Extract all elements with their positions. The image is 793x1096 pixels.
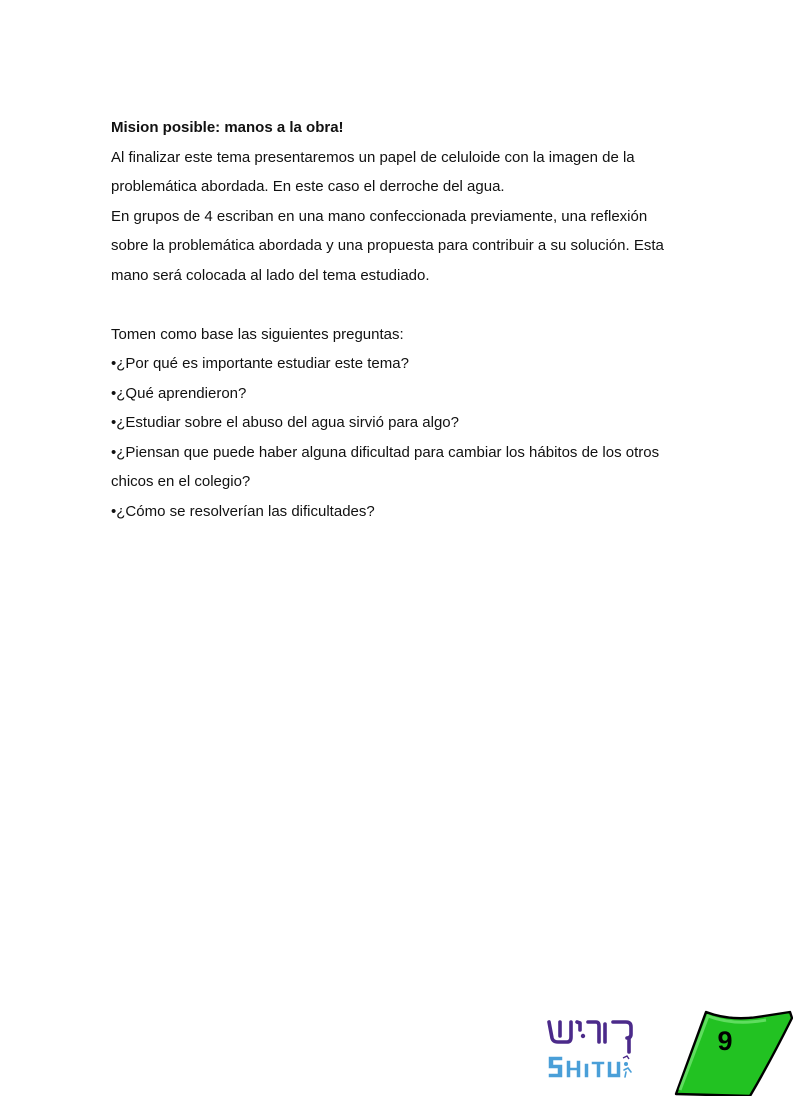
- question-text: ¿Piensan que puede haber alguna dificultad para cambiar los hábitos de los otros: [116, 443, 660, 461]
- document-heading: Mision posible: manos a la obra!: [111, 119, 344, 136]
- bullet: •: [111, 443, 117, 461]
- document-body: [111, 113, 711, 526]
- intro-line: mano será colocada al lado del tema estudiado.: [111, 266, 430, 284]
- intro-paragraph: [111, 143, 711, 291]
- question-text: ¿Qué aprendieron?: [116, 384, 247, 402]
- list-item: [111, 408, 711, 438]
- questions-list: [111, 349, 711, 526]
- question-continuation: chicos en el colegio?: [111, 473, 251, 490]
- list-item: [111, 438, 711, 497]
- bullet: •: [111, 355, 117, 372]
- bullet: •: [111, 502, 117, 520]
- bullet: •: [111, 384, 117, 402]
- paragraph-spacer: [111, 290, 711, 320]
- intro-line: Al finalizar este tema presentaremos un papel de celuloide con la imagen de la: [111, 148, 635, 166]
- intro-line: problemática abordada. En este caso el derroche del agua.: [111, 178, 505, 195]
- list-item: [111, 379, 711, 409]
- question-text: ¿Cómo se resolverían las dificultades?: [116, 502, 375, 520]
- questions-intro: Tomen como base las siguientes preguntas:: [111, 325, 404, 343]
- bullet: •: [111, 414, 117, 431]
- shituf-logo-icon: [543, 1012, 643, 1087]
- question-text: ¿Estudiar sobre el abuso del agua sirvió para algo?: [116, 414, 459, 431]
- list-item: [111, 497, 711, 527]
- intro-line: sobre la problemática abordada y una propuesta para contribuir a su solución. Esta: [111, 237, 664, 254]
- question-text: ¿Por qué es importante estudiar este tema?: [116, 355, 409, 372]
- list-item: [111, 349, 711, 379]
- intro-line: En grupos de 4 escriban en una mano confeccionada previamente, una reflexión: [111, 207, 648, 225]
- page-number: 9: [717, 1026, 733, 1056]
